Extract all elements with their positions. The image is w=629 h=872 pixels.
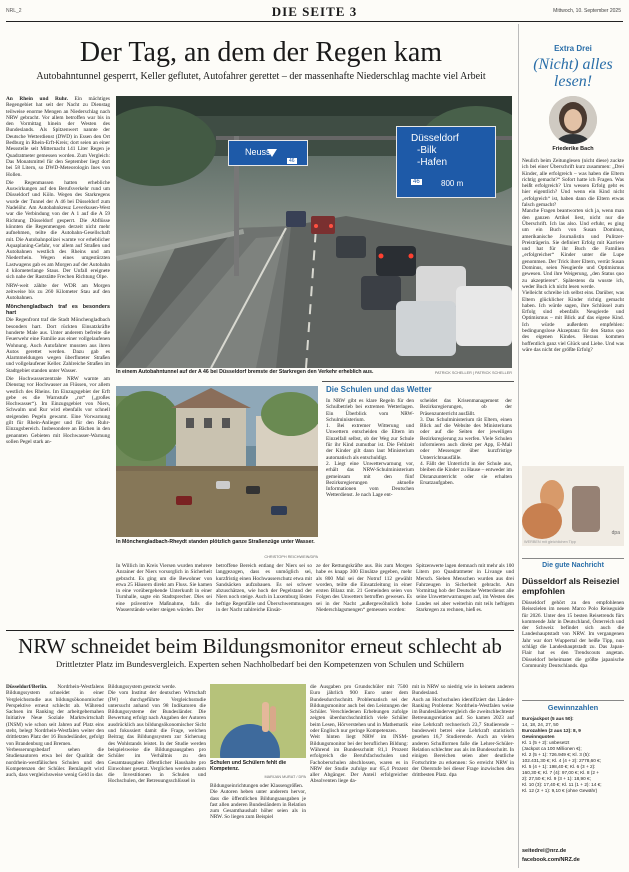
second-col4: die Ausgaben pro Grundschüler mit 7500 Euro jährlich 900 Euro unter dem Bundesdurchschnitt. Problematisch sei der Bildungsmonitor auch bei den Leistungen der Schüler. Verschiedenen Erhebungen zufolge zeigten überdurchschnittlich viele Schüler beim Lesen, Hörverstehen und in Mathematik oder Englisch nur geringe Kompetenzen. Weit hinten liegt NRW im INSM-Bildungsmonitor bei der beruflichen Bildung: Während im Bundesschnitt 81,1 Prozent erfolgreich die Berufsfachschulen und Fachoberschulen abschlossen, waren es in NRW der Studie zufolge nur 65,4 Prozent aller Abgänger. Der Anteil erfolgreicher Absolventen liege da- bbox=[310, 684, 408, 785]
author-portrait bbox=[549, 96, 597, 144]
school-photo bbox=[210, 684, 306, 758]
second-col1 bbox=[6, 684, 104, 866]
second-col3: Bildungseinrichtungen oder Klassengrößen. Die Autoren heben unter anderem hervor, dass die öffentlichen Bildungsausgaben je fast allen anderen Bundesländern in Relation zum Gesamthaushalt höher seien als in NRW. So liegen zum Beispiel bbox=[210, 783, 306, 821]
lotto-line: Kl. 5 (4 + 1): 198,40 €; Kl. 6 (3 + 2): bbox=[522, 764, 596, 769]
school-box bbox=[322, 381, 514, 556]
contact-facebook[interactable]: facebook.com/NRZ.de bbox=[522, 857, 580, 863]
author-name: Friederike Bach bbox=[552, 146, 594, 152]
sign-dus-3: -Hafen bbox=[417, 157, 448, 168]
main-col5: Spitzenwerte lagen demnach mit mehr als 100 Litern pro Quadratmeter in Livange und Mersch. Sieben Menschen wurden aus drei Fahrzeugen in Sicherheit gebracht. Am Vormittag hob der Deutsche Wetterdienst alle seine Unwetterwarnungen auf, im Westen des Landes sei aber weiterhin mit teils heftigem Starkregen zu rechnen, hieß es. bbox=[416, 563, 514, 614]
main-p5: Die Hochwasserzentrale NRW warnte am Dienstag vor Hochwasser an Flüssen, vor allem westlich des Rheins. Im Einzugsgebiet der Erft gebe es die Warnstufe „rot“ („großes Hochwasser“). Im Einzugsgebiet von Niers, Schwalm und Rur wird ebenfalls vor schnell steigenden Pegeln gewarnt. Eine Vorwarnung gilt für Rhein-Anlieger und für den Ruhr-Einzugsbereich. Insbesondere an Bächen in den genannten Gebieten mit Hochwasser-Warnung sollen Pegel stark an- bbox=[6, 375, 110, 445]
second-subline: Drittletzter Platz im Bundesvergleich. Experten sehen Nachholbedarf bei den Kompetenzen von Schulen und Schülern bbox=[56, 659, 464, 669]
sign-dus-route: 46 bbox=[413, 179, 420, 185]
main-subhead: Mönchengladbach traf es besonders hart bbox=[6, 303, 110, 316]
school-photo-credit: MARIJAN MURAT / DPA bbox=[264, 775, 306, 779]
sidebar-column-text: Neulich beim Zeitunglesen (nicht diese) zuckte ich bei einer Überschrift kurz zusammen: „Drei Kinder, alle erfolgreich – was haben die Eltern richtig gemacht?“ Sofort hatte ich Fragen. Was heißt erfolgreich? Um wessen Erfolg geht es hier eigentlich? Und wenn ein Kind nicht „erfolgreich“ ist, haben dann die Eltern etwas falsch gemacht? Manche Fragen beantworten sich ja, wenn man den ganzen Artikel liest, nicht nur die Überschrift. Ich las also. Und erfuhr, es ging um ein Buch von Susan Dominus, amerikanische Journalistin und Pulitzer-Preisträgerin. Sie definiert Erfolg mit Karriere und hat für ihr Buch die Familien „erfolgreicher“ Kinder unter die Lupe genommen. Der Trick ihrer Eltern, verrät Susan Dominus, seien Neugierde und Optimismus gewesen. Und ihre Weigerung, „den Status quo zu akzeptieren“. Spätestens da wusste ich, weder Buch ich nicht lesen werde. Vielleicht schreibe ich selbst eins. Darüber, was Eltern glücklicher Kinder richtig gemacht haben. Ich würde sagen, ihre Schlüssel zum Erfolg sind ebenfalls Neugierde und Optimismus – mit Blick auf das eigene Kind. Ich würde außerdem empfehlen: bedingungslose Akzeptanz für den Status quo des eigenen Kindes. Heraus kommen hoffentlich ganz viel Glück und Liebe. Und was wäre das nicht der größte Erfolg? bbox=[522, 158, 624, 353]
lotto-results bbox=[522, 716, 624, 794]
sign-dus-dist: 800 m bbox=[441, 179, 464, 188]
second-lead-bold: Düsseldorf/Berlin. bbox=[6, 684, 48, 690]
lotto-line: Gewinnquoten bbox=[522, 734, 555, 739]
lotto-line: Eurozahlen (2 aus 12): 8, 9 bbox=[522, 728, 581, 733]
sign-dus-1: Düsseldorf bbox=[411, 133, 459, 144]
main-col4: ze der Rettungskräfte aus. Bis zum Morgen habe es knapp 300 Einsätze gegeben, mehr als 800 Mal sei der Notruf 112 gewählt worden, teilte die Einsatzleitung in einer ersten Bilanz mit. 21 Gemeinden seien von Folgen des Unwetters betroffen gewesen. Es sei in der Nacht „außergewöhnlich hohe Niederschlagsmengen“ gemessen worden: bbox=[316, 563, 412, 614]
flood-photo bbox=[116, 386, 318, 537]
second-lead: Nordrhein-Westfalens Bildungssystem schneidet in einer Vergleichsstudie aus bildungsökonomischer Perspektive erneut schlecht ab. Während Sachsen im Ranking der arbeitgebernahen Initiative Neue Soziale Marktwirtschaft (INSM) wie schon seit Jahren auf Platz eins steht, belegt Nordrhein-Westfalen weiter den drittletzten Platz der 16 Bundesländer, gefolgt von Brandenburg und Bremen. Verbesserungsbedarf sehen die Studienautoren etwa bei der Qualität der nordrhein-westfälischen Schulen und den Kompetenzen der Schüler. Bemängelt wird auch, dass vergleichsweise wenig Geld in das bbox=[6, 684, 104, 779]
good-news-text: Düsseldorf gehört zu den empfohlenen Reisezielen im neuen Marco Polo Reiseguide für 2026. Unter den 15 besten Reisetrends fürs kommende Jahr in Deutschland, Österreich und der Schweiz befindet sich auch die Landeshauptstadt von NRW. Im vergangenen Jahr war dort Wuppertal der heiße Tipp, nun schlägt die Landeshauptstadt zu. Das Japan-Flair hat es den Trendscouts angetan. Düsseldorf beheimatet die größte japanische Community Deutschlands. dpa bbox=[522, 600, 624, 669]
lotto-line: 2): 27,50 €; Kl. 9 (3 + 1): 18,90 €; bbox=[522, 776, 591, 781]
sign-neuss-label: Neuss bbox=[245, 147, 271, 157]
lotto-line: (Jackpot ca 100 Millionen €); bbox=[522, 746, 582, 751]
ad-label: dpa bbox=[611, 530, 620, 536]
sidebar-kicker: Extra Drei bbox=[554, 44, 592, 53]
lotto-line: Kl. 12 (2 + 1): 9,10 € (ohne Gewähr) bbox=[522, 788, 598, 793]
page-code: NRL_2 bbox=[6, 8, 22, 14]
lotto-line: Kl. 2 (5 + 1): 726.949 €; Kl. 3 (5): bbox=[522, 752, 591, 757]
school-box-col1: In NRW gibt es klare Regeln für den Schulbetrieb bei extremen Wetterlagen. Ein Überblick vom NRW-Schulministerium. 1. Bei extremer Witterung und Unwettern entscheiden die Eltern im Einzelfall selbst, ob der Weg zur Schule für ihr Kind zumutbar ist. Die Fehlzeit der Kinder gilt dann laut Ministerium automatisch als entschuldigt. 2. Liegt eine Unwetterwarnung vor, erhält das NRW-Schulministerium gemeinsam mit den fünf Bezirksregierungen aktuelle Informationen vom Deutschen Wetterdienst. Je nach Lage ent- bbox=[326, 398, 414, 499]
lotto-line: Kl. 10 (3): 17,40 €; Kl. 11 (1 + 2): 14 €; bbox=[522, 782, 602, 787]
main-p3: NRW-weit zählte der WDR am Morgen zeitweise bis zu 260 Kilometer Stau auf den Autobahnen. bbox=[6, 282, 110, 302]
sign-neuss-arrow bbox=[267, 149, 277, 157]
tunnel-photo bbox=[116, 96, 512, 368]
main-p2: Die Regenmassen hatten erhebliche Auswirkungen auf den Berufsverkehr rund um Düsseldorf und Köln. Wegen des Starkregens wurde der Tunnel der A 46 bei Düsseldorf zum Nadelöhr. Am Autobahnkreuz Leverkusen-West war die Verbindung von der A 1 auf die A 59 Richtung Düsseldorf gesperrt. Die Abflüsse könnten die Regenmengen derzeit nicht mehr aufnehmen, teilte die Autobahn-Gesellschaft mit. Die Autobahnpolizei warnte vor erheblicher Aquaplaning-Gefahr, vor allem auf Straßen und Autobahnen westlich des Rheins und am Niederrhein. Wegen eines umgestürzten Lastwagens gab es am Morgen auf der Autobahn 4 kilometerlange Staus. Der Unfall ereignete sich nahe der Raststätte Frechen Richtung Olpe. bbox=[6, 179, 110, 281]
main-p4: Die Regenfront traf die Stadt Mönchengladbach besonders hart. Dort rückten Einsatzkräfte hunderte Male aus. Unter anderem befreite die Feuerwehr eine Familie aus einer vollgelaufenen Wohnung. Auch Autofahrer mussten aus ihren Autos gerettet werden. Dazu gab es Alarmmeldungen wegen überfluteter Straßen und vollgelaufener Keller. Zahlreiche Straßen im Stadtgebiet standen unter Wasser. bbox=[6, 317, 110, 374]
school-box-col2: scheidet das Krisenmanagement der Bezirksregierungen, ob der Präsenzunterricht ausfällt. 3. Das Schulministerium rät Eltern, einen Blick auf die Website des Ministeriums oder auf die Seiten der jeweiligen Bezirksregierung zu werfen. Viele Schulen informieren auch direkt per App, E-Mail oder Messenger über kurzfristige Unterrichtsausfälle. 4. Fällt der Unterricht in der Schule aus, bleiben die Kinder zu Hause – entweder im Distanzunterricht oder sie erhalten Ersatzaufgaben. bbox=[420, 398, 512, 486]
main-subline: Autobahntunnel gesperrt, Keller geflutet, Autofahrer gerettet – der massenhafte Niederschlag machte viel Arbeit bbox=[36, 71, 486, 82]
lotto-line: 160,30 €; Kl. 7 (4): 97,00 €; Kl. 8 (2 + bbox=[522, 770, 600, 775]
flood-credit: CHRISTOPH REICHWEIN/DPA bbox=[264, 555, 318, 559]
tunnel-caption: In einem Autobahntunnel auf der A 46 bei Düsseldorf bremste der Starkregen den Verkehr erheblich aus. bbox=[116, 369, 374, 375]
main-headline: Der Tag, an dem der Regen kam bbox=[79, 37, 443, 68]
sign-neuss bbox=[228, 140, 308, 166]
tunnel-credit: PATRICK SCHELLER | PATRICK SCHELLER bbox=[434, 371, 512, 375]
contact-email[interactable]: seitedrei@nrz.de bbox=[522, 848, 567, 854]
school-photo-caption: Schulen und Schülern fehlt die Kompetenz. bbox=[210, 760, 287, 772]
lotto-line: Kl. 1 (5 + 2): unbesetzt bbox=[522, 740, 570, 745]
lotto-title: Gewinnzahlen bbox=[547, 703, 599, 712]
good-news-label: Die gute Nachricht bbox=[542, 562, 604, 569]
main-lead: Ein mächtiges Regengebiet hat seit der Nacht zu Dienstag teilweise enorme Mengen an Niederschlag nach NRW gebracht. Vor allem betroffen war bis in den Vormittag hinein der Westen des Bundeslands. Als Spitzenwert nannte der Deutsche Wetterdienst (DWD) in Essen den Ort Bedburg in Rhein-Erft-Kreis; dort seien an einer Messstelle seit Mitternacht 141 Liter Regen je Quadratmeter gemessen worden. Zum Vergleich: Das Monatsmittel für den September liegt dort bei 58 Litern, so DWD-Meteorologin Ines von Hollen. bbox=[6, 96, 110, 178]
ad-credit: WERBEN mit gleichlichen Tipp bbox=[524, 540, 576, 544]
school-box-title: Die Schulen und das Wetter bbox=[326, 385, 432, 394]
main-col1 bbox=[6, 96, 110, 528]
lotto-line: Eurojackpot (5 aus 50): bbox=[522, 716, 574, 721]
main-lead-bold: An Rhein und Ruhr. bbox=[6, 96, 68, 102]
second-headline: NRW schneidet beim Bildungsmonitor erneut schlecht ab bbox=[18, 634, 502, 658]
main-col3: betroffene Bereich entlang der Niers sei so langgezogen, dass es unmöglich sei, kurzfristig einen Hochwasserschutz etwa mit Sandsäcken aufzubauen. Es sei schwer abzuschätzen, wie hoch der Pegelstand der Niers noch steige. Auch in Luxemburg lösten heftige Regenfälle und Überschwemmungen in der Nacht zahlreiche Einsät- bbox=[216, 563, 312, 614]
lotto-line: 14, 18, 24, 27, 50 bbox=[522, 722, 559, 727]
ad-image bbox=[522, 466, 624, 546]
main-col2: In Willich im Kreis Viersen wurden mehrere Anrainer der Niers vorsorglich in Sicherheit gebracht. Es ging um die Bewohner von etwa 25 Häusern direkt am Fluss. Sie kamen in eine vorübergehende Unterkunft in einer Turnhalle, sagte ein Stadtsprecher. Dies sei eine präventive Maßnahme, falls die Wasserstände weiter steigen würden. Der bbox=[116, 563, 212, 614]
issue-date: Mittwoch, 10. September 2025 bbox=[553, 8, 621, 14]
flood-caption: In Mönchengladbach-Rheydt standen plötzlich ganze Straßenzüge unter Wasser. bbox=[116, 539, 315, 545]
second-col2: Bildungssystem gesteckt werde. Die vom Institut der deutschen Wirtschaft (IW) durchgeführte Vergleichsstudie untersucht anhand von 98 Indikatoren die Bildungssysteme der Bundesländer. Die Bewertung erfolgt nach Angaben der Autoren ausdrücklich aus bildungsökonomischer Sicht und fokussiert damit die Frage, welchen Beitrag das Bildungssystem zur Sicherung des Wohlstands leistet. In der Studie werden beispielsweise die Bildungsausgaben pro Schüler im Verhältnis zu den Gesamtausgaben öffentlicher Haushalte pro Einwohner gesetzt. Verglichen werden zudem die Investitionen in Schulen und Hochschulen, der Betreuungsschlüssel in bbox=[108, 684, 206, 785]
sign-duesseldorf bbox=[396, 126, 496, 198]
section-title: DIE SEITE 3 bbox=[271, 4, 358, 19]
second-col5: mit in NRW so niedrig wie in keinem anderen Bundesland. Auch an Hochschulen identifiziert das Länder-Ranking Probleme: Nordrhein-Westfalen weise im Bundesländervergleich die zweitschlechteste Betreuungsrelation auf. So kamen 2023 auf eine Lehrkraft rechnerisch 23,7 Studierende – bundesweit betrei eine Lehrkraft statistisch gesehen 16,7 Studierende. Auch an vielen anderen Schulformen falle die Lehrer-Schüler-Relation schlechter aus als im Bundesschnitt. In einigen Bereichen seien aber deutliche Fortschritte zu erkennen: So erreicht NRW in der Oberstufe bei dieser Frage inzwischen den drittbesten Platz. dpa bbox=[412, 684, 514, 779]
lotto-line: 102.431,30 €; Kl. 4 (4 + 2): 2778,60 €; bbox=[522, 758, 602, 763]
good-news-title: Düsseldorf als Reiseziel empfohlen bbox=[522, 576, 620, 596]
sidebar-title: (Nicht) alles lesen! bbox=[533, 56, 613, 90]
sign-neuss-route: 46 bbox=[289, 158, 295, 164]
sign-dus-2: -Bilk bbox=[417, 145, 437, 156]
